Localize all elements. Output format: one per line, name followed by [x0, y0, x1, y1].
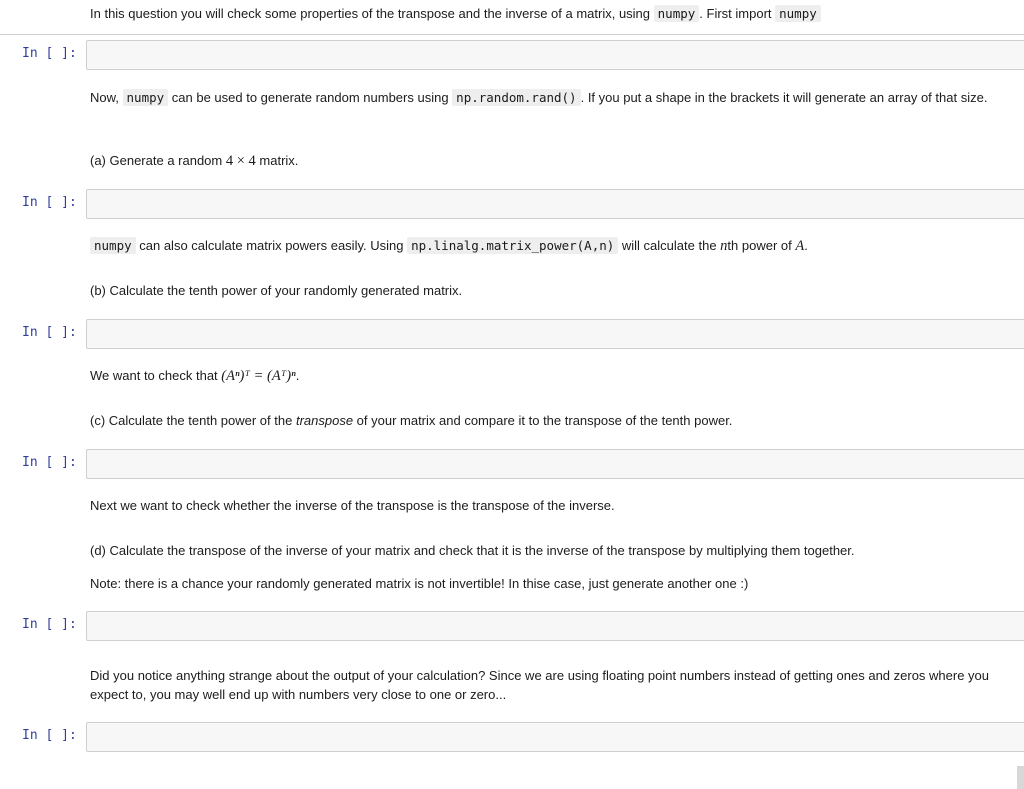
- text: . If you put a shape in the brackets it will generate an array of that size.: [580, 90, 988, 105]
- text: We want to check that: [90, 368, 222, 383]
- code-cell-1: [0, 40, 1024, 70]
- text: (b) Calculate the tenth power of your randomly generated matrix.: [90, 283, 463, 298]
- text: can be used to generate random numbers using: [168, 90, 453, 105]
- code-cell-input[interactable]: [86, 319, 1024, 349]
- math-n: n: [720, 238, 728, 254]
- intro-text-2: . First import: [699, 6, 776, 21]
- emphasis: transpose: [295, 413, 354, 428]
- text: matrix.: [255, 153, 299, 168]
- intro-text: [90, 4, 1010, 23]
- code-numpy: numpy: [90, 237, 136, 254]
- cell-prompt: In [ ]:: [22, 617, 77, 632]
- markdown-power: [90, 236, 1010, 256]
- part-a-text: [90, 151, 1010, 171]
- markdown-inverse: [90, 496, 1010, 515]
- cell-prompt: In [ ]:: [22, 195, 77, 210]
- note-text: [90, 574, 1010, 593]
- cell-prompt: In [ ]:: [22, 325, 77, 340]
- code-cell-4: [0, 449, 1024, 479]
- markdown-random: [90, 88, 1010, 107]
- text: Did you notice anything strange about the output of your calculation? Since we are using floating point numbers instead of getting ones and zeros where you expect to, you may well end up with numbers very close to one or zero...: [90, 668, 990, 702]
- intro-text-1: In this question you will check some properties of the transpose and the inverse of a matrix, using: [90, 6, 654, 21]
- code-numpy: numpy: [654, 5, 700, 22]
- text: Now,: [90, 90, 123, 105]
- code-cell-input[interactable]: [86, 189, 1024, 219]
- text: (d) Calculate the transpose of the inverse of your matrix and check that it is the inverse of the transpose by multiplying them together.: [90, 543, 855, 558]
- markdown-float: [90, 666, 1010, 704]
- text: can also calculate matrix powers easily. Using: [135, 238, 408, 253]
- text: of your matrix and compare it to the transpose of the tenth power.: [353, 413, 733, 428]
- text: Note: there is a chance your randomly generated matrix is not invertible! In thise case, just generate another one :): [90, 576, 749, 591]
- part-c-text: [90, 411, 1010, 430]
- text: (c) Calculate the tenth power of the: [90, 413, 296, 428]
- code-random-rand: np.random.rand(): [452, 89, 580, 106]
- cell-prompt: In [ ]:: [22, 455, 77, 470]
- math-4x4: 4 × 4: [225, 153, 256, 169]
- cell-prompt: In [ ]:: [22, 46, 77, 61]
- text: .: [295, 368, 300, 383]
- markdown-check: [90, 366, 1010, 386]
- cell-prompt: In [ ]:: [22, 728, 77, 743]
- code-cell-input[interactable]: [86, 722, 1024, 752]
- section-divider: [0, 34, 1024, 35]
- code-matrix-power: np.linalg.matrix_power(A,n): [407, 237, 618, 254]
- part-d-text: [90, 541, 1010, 560]
- text: .: [804, 238, 808, 253]
- code-cell-5: [0, 611, 1024, 641]
- code-cell-6: [0, 722, 1024, 752]
- part-b-text: [90, 281, 1010, 300]
- math-A: A: [795, 238, 805, 254]
- code-numpy: numpy: [775, 5, 821, 22]
- code-cell-2: [0, 189, 1024, 219]
- code-cell-input[interactable]: [86, 40, 1024, 70]
- code-cell-input[interactable]: [86, 449, 1024, 479]
- text: Next we want to check whether the inverse of the transpose is the transpose of the inverse.: [90, 498, 615, 513]
- text: th power of: [727, 238, 796, 253]
- scrollbar-thumb[interactable]: [1017, 766, 1024, 789]
- code-cell-3: [0, 319, 1024, 349]
- math-transpose-power: (Aⁿ)ᵀ = (Aᵀ)ⁿ: [221, 368, 296, 384]
- text: will calculate the: [618, 238, 721, 253]
- code-cell-input[interactable]: [86, 611, 1024, 641]
- code-numpy: numpy: [123, 89, 169, 106]
- text: (a) Generate a random: [90, 153, 226, 168]
